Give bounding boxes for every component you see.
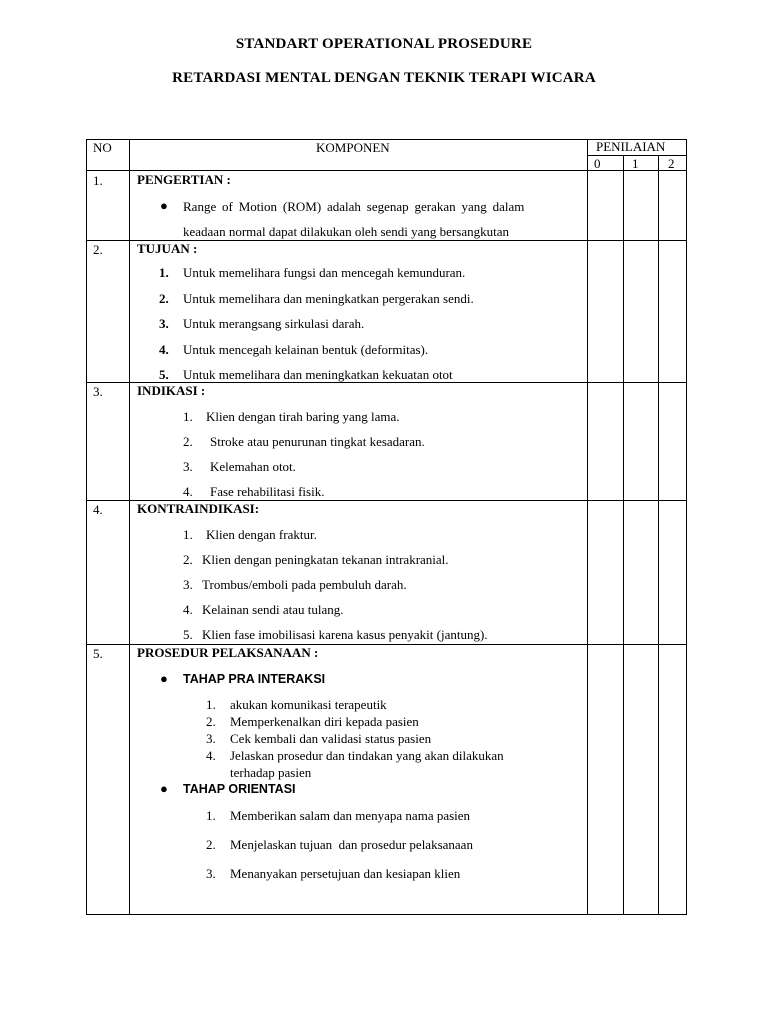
list-number: 5. [183, 627, 193, 642]
list-number: 1. [159, 265, 169, 280]
list-number: 3. [183, 577, 193, 592]
table-border-bottom [86, 914, 686, 915]
definition-line: keadaan normal dapat dilakukan oleh sendi yang bersangkutan [183, 224, 509, 239]
bullet-icon: ● [160, 671, 168, 686]
list-number: 3. [183, 459, 193, 474]
list-item-continuation: terhadap pasien [230, 765, 312, 780]
row-number: 2. [93, 242, 103, 257]
list-number: 1. [183, 527, 193, 542]
list-number: 1. [206, 808, 216, 823]
list-item: Cek kembali dan validasi status pasien [230, 731, 432, 746]
section-heading-indikasi: INDIKASI : [137, 383, 206, 398]
header-no: NO [93, 140, 112, 155]
column-divider [623, 155, 624, 915]
list-number: 2. [206, 714, 216, 729]
list-number: 3. [159, 316, 169, 331]
list-item: Untuk memelihara dan meningkatkan kekuatan otot [183, 367, 453, 382]
list-item: Menanyakan persetujuan dan kesiapan klien [230, 866, 461, 881]
header-score-0: 0 [594, 156, 601, 171]
list-item: Klien dengan peningkatan tekanan intrakranial. [202, 552, 449, 567]
list-item: Trombus/emboli pada pembuluh darah. [202, 577, 407, 592]
list-item: Klien dengan tirah baring yang lama. [206, 409, 400, 424]
list-item: Jelaskan prosedur dan tindakan yang akan dilakukan [230, 748, 504, 763]
list-item: Memberikan salam dan menyapa nama pasien [230, 808, 471, 823]
definition-line: Range of Motion (ROM) adalah segenap gerakan yang dalam [183, 199, 525, 214]
list-item: Untuk memelihara dan meningkatkan pergerakan sendi. [183, 291, 474, 306]
section-heading-prosedur: PROSEDUR PELAKSANAAN : [137, 645, 319, 660]
column-divider [658, 155, 659, 915]
list-item: Untuk mencegah kelainan bentuk (deformitas). [183, 342, 429, 357]
list-number: 3. [206, 731, 216, 746]
list-item: Kelainan sendi atau tulang. [202, 602, 344, 617]
list-number: 4. [206, 748, 216, 763]
row-number: 1. [93, 173, 103, 188]
list-number: 4. [183, 484, 193, 499]
document-title: STANDART OPERATIONAL PROSEDURE [235, 36, 533, 52]
list-number: 1. [206, 697, 216, 712]
section-heading-kontraindikasi: KONTRAINDIKASI: [137, 501, 260, 516]
section-heading-tujuan: TUJUAN : [137, 241, 198, 256]
list-number: 1. [183, 409, 193, 424]
list-number: 2. [183, 552, 193, 567]
stage-heading-orientasi: TAHAP ORIENTASI [183, 782, 296, 796]
column-divider [587, 139, 588, 915]
document-subtitle: RETARDASI MENTAL DENGAN TEKNIK TERAPI WICARA [172, 70, 596, 86]
header-penilaian: PENILAIAN [596, 139, 666, 154]
list-number: 3. [206, 866, 216, 881]
section-heading-pengertian: PENGERTIAN : [137, 172, 231, 187]
list-item: Untuk memelihara fungsi dan mencegah kemunduran. [183, 265, 466, 280]
list-item: Stroke atau penurunan tingkat kesadaran. [210, 434, 425, 449]
stage-heading-pra-interaksi: TAHAP PRA INTERAKSI [183, 672, 326, 686]
header-score-1: 1 [632, 156, 639, 171]
list-number: 2. [206, 837, 216, 852]
list-item: Fase rehabilitasi fisik. [210, 484, 325, 499]
column-divider [129, 139, 130, 915]
list-number: 2. [183, 434, 193, 449]
table-border-right [686, 139, 687, 915]
row-number: 5. [93, 646, 103, 661]
row-number: 4. [93, 502, 103, 517]
bullet-icon: ● [160, 198, 168, 213]
list-number: 4. [183, 602, 193, 617]
list-number: 5. [159, 367, 169, 382]
list-item: Menjelaskan tujuan dan prosedur pelaksanaan [230, 837, 473, 852]
list-item: Klien dengan fraktur. [206, 527, 317, 542]
list-number: 2. [159, 291, 169, 306]
header-komponen: KOMPONEN [316, 140, 390, 155]
list-item: Untuk merangsang sirkulasi darah. [183, 316, 365, 331]
list-item: Memperkenalkan diri kepada pasien [230, 714, 419, 729]
list-item: Klien fase imobilisasi karena kasus penyakit (jantung). [202, 627, 488, 642]
list-item: Kelemahan otot. [210, 459, 296, 474]
bullet-icon: ● [160, 781, 168, 796]
list-number: 4. [159, 342, 169, 357]
row-number: 3. [93, 384, 103, 399]
list-item: akukan komunikasi terapeutik [230, 697, 387, 712]
table-border-left [86, 139, 87, 915]
header-score-2: 2 [668, 156, 675, 171]
